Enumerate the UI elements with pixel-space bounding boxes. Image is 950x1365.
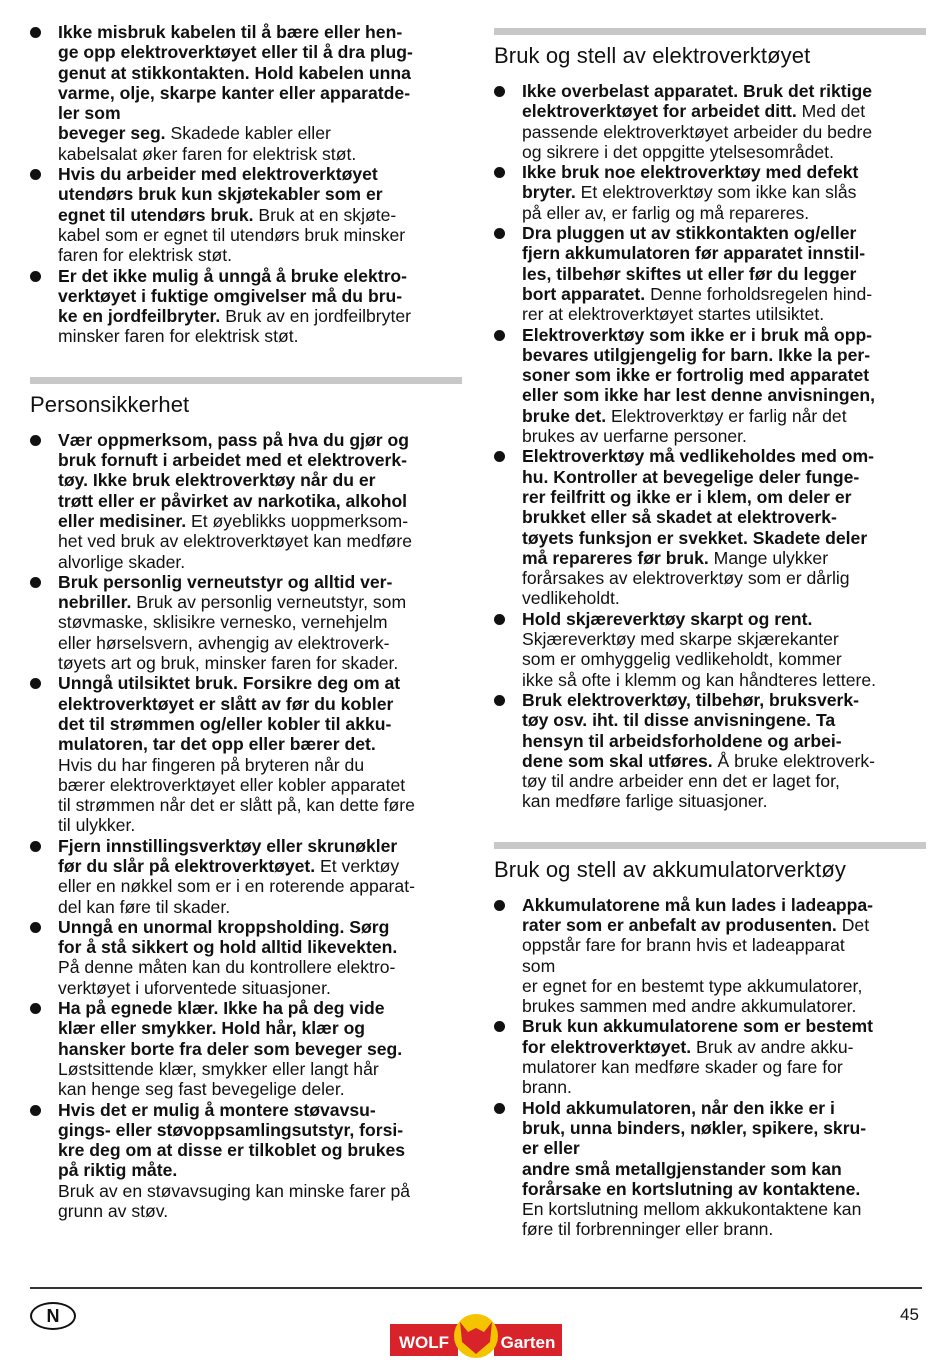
list-item: Unngå en unormal kroppsholding. Sørg for å stå sikkert og hold alltid likevekten. På denne måten kan du kontrollere elektro- verktøyet i uforventede situasjoner.	[30, 917, 462, 998]
section-title-personsikkerhet: Personsikkerhet	[30, 391, 190, 417]
section-title-akkumulatorverktoy: Bruk og stell av akkumulatorverktøy	[494, 856, 846, 882]
page-number: 45	[900, 1305, 919, 1324]
section-divider	[494, 842, 926, 849]
list-item: Unngå utilsiktet bruk. Forsikre deg om at elektroverktøyet er slått av før du kobler det til strømmen og/eller kobler til akku- mulatoren, tar det opp eller bærer det. Hvis du har fingeren på bryteren når du bærer elektroverktøyet eller kobler apparatet til strømmen når det er slått på, kan dette føre til ulykker.	[30, 673, 462, 835]
bullet-icon	[494, 228, 505, 239]
logo-text-right: Garten	[500, 1333, 556, 1352]
bullet-icon	[30, 841, 41, 852]
list-item: Bruk elektroverktøy, tilbehør, bruksverk- tøy osv. iht. til disse anvisningene. Ta hensyn til arbeidsforholdene og arbei- dene som skal utføres. Å bruke elektroverk- tøy til andre arbeider enn det er laget for, kan medføre farlige situasjoner.	[494, 690, 926, 812]
logo-text-left: WOLF	[398, 1333, 450, 1352]
right-column	[494, 28, 926, 1240]
footer-divider	[30, 1287, 922, 1289]
list-item: Ikke overbelast apparatet. Bruk det riktige elektroverktøyet for arbeidet ditt. Med det passende elektroverktøyet arbeider du bedre og sikrere i det oppgitte ytelsesområdet.	[494, 81, 926, 162]
personsikkerhet-list	[30, 430, 462, 1222]
list-item: Akkumulatorene må kun lades i ladeappa- rater som er anbefalt av produsenten. Det oppstår fare for brann hvis et ladeapparat som er egnet for en bestemt type akkumulatorer, brukes sammen med andre akkumulatorer.	[494, 895, 926, 1017]
bullet-icon	[494, 900, 505, 911]
bullet-icon	[30, 577, 41, 588]
elektroverktoy-list	[494, 81, 926, 812]
list-item: Hvis du arbeider med elektroverktøyet utendørs bruk kun skjøtekabler som er egnet til utendørs bruk. Bruk at en skjøte- kabel som er egnet til utendørs bruk minsker faren for elektrisk støt.	[30, 164, 462, 265]
bullet-icon	[494, 330, 505, 341]
bullet-icon	[494, 695, 505, 706]
country-code-badge: N	[30, 1302, 76, 1330]
bullet-icon	[30, 435, 41, 446]
bullet-icon	[30, 169, 41, 180]
list-item: Bruk kun akkumulatorene som er bestemt for elektroverktøyet. Bruk av andre akku- mulatorer kan medføre skader og fare for brann.	[494, 1016, 926, 1097]
list-item: Er det ikke mulig å unngå å bruke elektro- verktøyet i fuktige omgivelser må du bru- ke en jordfeilbryter. Bruk av en jordfeilbryter minsker faren for elektrisk støt.	[30, 266, 462, 347]
akkumulatorverktoy-list	[494, 895, 926, 1240]
intro-list	[30, 22, 462, 347]
list-item: Hold skjæreverktøy skarpt og rent. Skjæreverktøy med skarpe skjærekanter som er omhyggelig vedlikeholdt, kommer ikke så ofte i klemm og kan håndteres lettere.	[494, 609, 926, 690]
wolf-garten-logo	[390, 1308, 562, 1358]
section-divider	[30, 377, 462, 384]
list-item: Ikke bruk noe elektroverktøy med defekt bryter. Et elektroverktøy som ikke kan slås på eller av, er farlig og må repareres.	[494, 162, 926, 223]
bullet-icon	[494, 167, 505, 178]
list-item: Elektroverktøy må vedlikeholdes med om- hu. Kontroller at bevegelige deler funge- rer feilfritt og ikke er i klem, om deler er brukket eller så skadet at elektroverk- tøyets funksjon er svekket. Skadete deler må repareres før bruk. Mange ulykker forårsakes av elektroverktøy som er dårlig vedlikeholdt.	[494, 446, 926, 608]
bullet-icon	[30, 27, 41, 38]
list-item: Dra pluggen ut av stikkontakten og/eller fjern akkumulatoren før apparatet innstil- les, tilbehør skiftes ut eller før du legger bort apparatet. Denne forholdsregelen hind- rer at elektroverktøyet startes utilsiktet.	[494, 223, 926, 324]
bullet-icon	[30, 1105, 41, 1116]
bullet-icon	[30, 1003, 41, 1014]
bullet-icon	[494, 614, 505, 625]
bullet-icon	[30, 678, 41, 689]
bullet-icon	[494, 86, 505, 97]
list-item: Fjern innstillingsverktøy eller skrunøkler før du slår på elektroverktøyet. Et verktøy eller en nøkkel som er i en roterende apparat- del kan føre til skader.	[30, 836, 462, 917]
bullet-icon	[30, 271, 41, 282]
section-divider	[494, 28, 926, 35]
list-item: Vær oppmerksom, pass på hva du gjør og bruk fornuft i arbeidet med et elektroverk- tøy. Ikke bruk elektroverktøy når du er trøtt eller er påvirket av narkotika, alkohol eller medisiner. Et øyeblikks uoppmerksom- het ved bruk av elektroverktøyet kan medføre alvorlige skader.	[30, 430, 462, 572]
bullet-icon	[494, 1021, 505, 1032]
list-item: Hvis det er mulig å montere støvavsu- gings- eller støvoppsamlingsutstyr, forsi- kre deg om at disse er tilkoblet og brukes på riktig måte. Bruk av en støvavsuging kan minske farer på grunn av støv.	[30, 1100, 462, 1222]
bullet-icon	[30, 922, 41, 933]
section-title-elektroverktoy: Bruk og stell av elektroverktøyet	[494, 43, 811, 68]
list-item: Hold akkumulatoren, når den ikke er i bruk, unna binders, nøkler, spikere, skru- er eller andre små metallgjenstander som kan forårsake en kortslutning av kontaktene. En kortslutning mellom akkukontaktene kan føre til forbrenninger eller brann.	[494, 1098, 926, 1240]
bullet-icon	[494, 1103, 505, 1114]
list-item: Elektroverktøy som ikke er i bruk må opp- bevares utilgjengelig for barn. Ikke la per- soner som ikke er fortrolig med apparatet eller som ikke har lest denne anvisningen, bruke det. Elektroverktøy er farlig når det brukes av uerfarne personer.	[494, 325, 926, 447]
list-item: Bruk personlig verneutstyr og alltid ver- nebriller. Bruk av personlig verneutstyr, som støvmaske, sklisikre vernesko, vernehjelm eller hørselsvern, avhengig av elektroverk- tøyets art og bruk, minsker faren for skader.	[30, 572, 462, 673]
list-item: Ha på egnede klær. Ikke ha på deg vide klær eller smykker. Hold hår, klær og hansker borte fra deler som beveger seg. Løstsittende klær, smykker eller langt hår kan henge seg fast bevegelige deler.	[30, 998, 462, 1099]
bullet-icon	[494, 451, 505, 462]
left-column	[30, 22, 462, 1221]
list-item: Ikke misbruk kabelen til å bære eller hen- ge opp elektroverktøyet eller til å dra plug- genut at stikkontakten. Hold kabelen unna varme, olje, skarpe kanter eller apparatde- ler som beveger seg. Skadede kabler eller kabelsalat øker faren for elektrisk støt.	[30, 22, 462, 164]
